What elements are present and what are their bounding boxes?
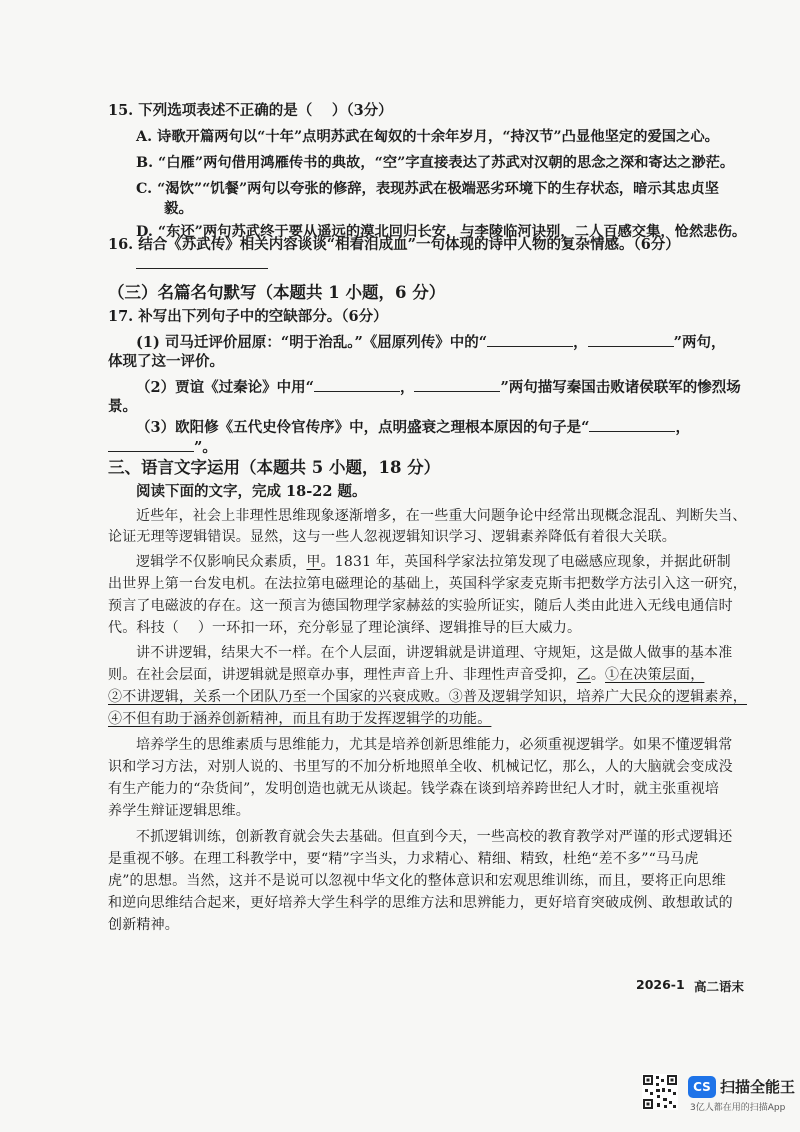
passage-line: 培养学生的思维素质与思维能力，尤其是培养创新思维能力，必须重视逻辑学。如果不懂逻辑常 — [136, 737, 733, 753]
passage-line: 论证无理等逻辑错误。显然，这与一些人忽视逻辑知识学习、逻辑素养降低有着很大关联。 — [108, 529, 676, 545]
passage-line: 有生产能力的“杂货间”，发明创造也就无从谈起。钱学森在谈到培养跨世纪人才时，就主张重视培 — [108, 781, 720, 797]
passage-line: 讲不讲逻辑，结果大不一样。在个人层面，讲逻辑就是讲道理、守规矩，这是做人做事的基本准 — [136, 645, 733, 661]
underlined-sentence: ②不讲逻辑，关系一个团队乃至一个国家的兴衰成败。③普及逻辑学知识，培养广大民众的逻辑素养， — [108, 689, 747, 705]
q17-item-1: (1) 司马迁评价屈原：“明于治乱。”《屈原列传》中的“ ， ”两句， — [136, 334, 726, 351]
camscanner-logo-icon: CS — [688, 1076, 716, 1098]
passage-line: 不抓逻辑训练，创新教育就会失去基础。但直到今天，一些高校的教育教学对严谨的形式逻辑还 — [136, 829, 733, 845]
camscanner-tagline: 3亿人都在用的扫描App — [690, 1103, 786, 1113]
underlined-sentence: ④不但有助于涵养创新精神，而且有助于发挥逻辑学的功能。 — [108, 711, 492, 727]
part-heading: 三、语言文字运用（本题共 5 小题，18 分） — [108, 458, 441, 477]
passage-line: 代。科技（ ）一环扣一环，充分彰显了理论演绎、逻辑推导的巨大威力。 — [108, 620, 582, 636]
passage-line: 识和学习方法，对别人说的、书里写的不加分析地照单全收、机械记忆，那么，人的大脑就会变成没 — [108, 759, 733, 775]
camscanner-name: 扫描全能王 — [720, 1078, 796, 1096]
q15-option-a: A. 诗歌开篇两句以“十年”点明苏武在匈奴的十余年岁月，“持汉节”凸显他坚定的爱国之心。 — [136, 129, 719, 145]
answer-line — [136, 268, 268, 269]
passage-line: 则。在社会层面，讲逻辑就是照章办事，理性声音上升、非理性声音受抑，乙。①在决策层面， — [108, 667, 705, 683]
fill-blank[interactable] — [588, 332, 674, 347]
q17-item-3-cont: ”。 — [108, 437, 217, 458]
q17-item-2: （2）贾谊《过秦论》中用“ ， ”两句描写秦国击败诸侯联军的惨烈场 — [136, 379, 741, 396]
fill-blank[interactable] — [589, 417, 675, 432]
q15-stem: 15. 下列选项表述不正确的是（ ）（3分） — [108, 102, 393, 119]
passage-line: 预言了电磁波的存在。这一预言为德国物理学家赫兹的实验所证实，随后人类由此进入无线电通信时 — [108, 598, 733, 614]
fill-blank[interactable] — [108, 437, 194, 452]
underlined-sentence: ①在决策层面， — [605, 667, 705, 683]
fill-blank[interactable] — [314, 377, 400, 392]
passage-line: 逻辑学不仅影响民众素质，甲。1831 年，英国科学家法拉第发现了电磁感应现象，并据此研制 — [136, 554, 731, 570]
q17-item-2-cont: 景。 — [108, 398, 137, 415]
blank-jia: 甲 — [306, 554, 321, 570]
q17-stem: 17. 补写出下列句子中的空缺部分。（6分） — [108, 308, 388, 325]
q15-option-c-cont: 毅。 — [164, 200, 193, 217]
q17-item-1-cont: 体现了这一评价。 — [108, 353, 224, 370]
footer-subject: 高二语末 — [694, 979, 745, 994]
passage-line: 虎”的思想。当然，这并不是说可以忽视中华文化的整体意识和宏观思维训练，而且，要将正向思维 — [108, 873, 726, 889]
section-heading: （三）名篇名句默写（本题共 1 小题，6 分） — [108, 283, 446, 302]
reading-instruction: 阅读下面的文字，完成 18-22 题。 — [136, 483, 367, 500]
q15-option-d: D. “东还”两句苏武终于要从遥远的漠北回归长安，与李陵临河诀别，二人百感交集，怆然悲伤。 — [136, 224, 747, 240]
passage-line: 是重视不够。在理工科教学中，要“精”字当头，力求精心、精细、精致，杜绝“差不多”“马马虎 — [108, 851, 699, 867]
fill-blank[interactable] — [414, 377, 500, 392]
passage-line: 出世界上第一台发电机。在法拉第电磁理论的基础上，英国科学家麦克斯韦把数学方法引入这一研究， — [108, 576, 747, 592]
footer-date: 2026-1 — [636, 977, 685, 992]
passage-line: 创新精神。 — [108, 917, 179, 933]
passage-line: 和逆向思维结合起来，更好培养大学生科学的思维方法和思辨能力，更好培育突破成例、敢想敢试的 — [108, 895, 733, 911]
passage-line: 养学生辩证逻辑思维。 — [108, 803, 250, 819]
q16-stem: 16. 结合《苏武传》相关内容谈谈“相看泪成血”一句体现的诗中人物的复杂情感。（6分） — [108, 236, 680, 253]
qr-code-icon — [642, 1074, 678, 1110]
q17-item-3: （3）欧阳修《五代史伶官传序》中，点明盛衰之理根本原因的句子是“ ， — [136, 419, 690, 436]
blank-yi: 乙 — [576, 667, 591, 683]
passage-line: 近些年，社会上非理性思维现象逐渐增多，在一些重大问题争论中经常出现概念混乱、判断失当、 — [136, 508, 747, 524]
fill-blank[interactable] — [487, 332, 573, 347]
q15-option-b: B. “白雁”两句借用鸿雁传书的典故，“空”字直接表达了苏武对汉朝的思念之深和寄达之渺茫。 — [136, 155, 735, 171]
q15-option-c: C. “渴饮”“饥餐”两句以夸张的修辞，表现苏武在极端恶劣环境下的生存状态，暗示其忠贞坚 — [136, 181, 719, 197]
